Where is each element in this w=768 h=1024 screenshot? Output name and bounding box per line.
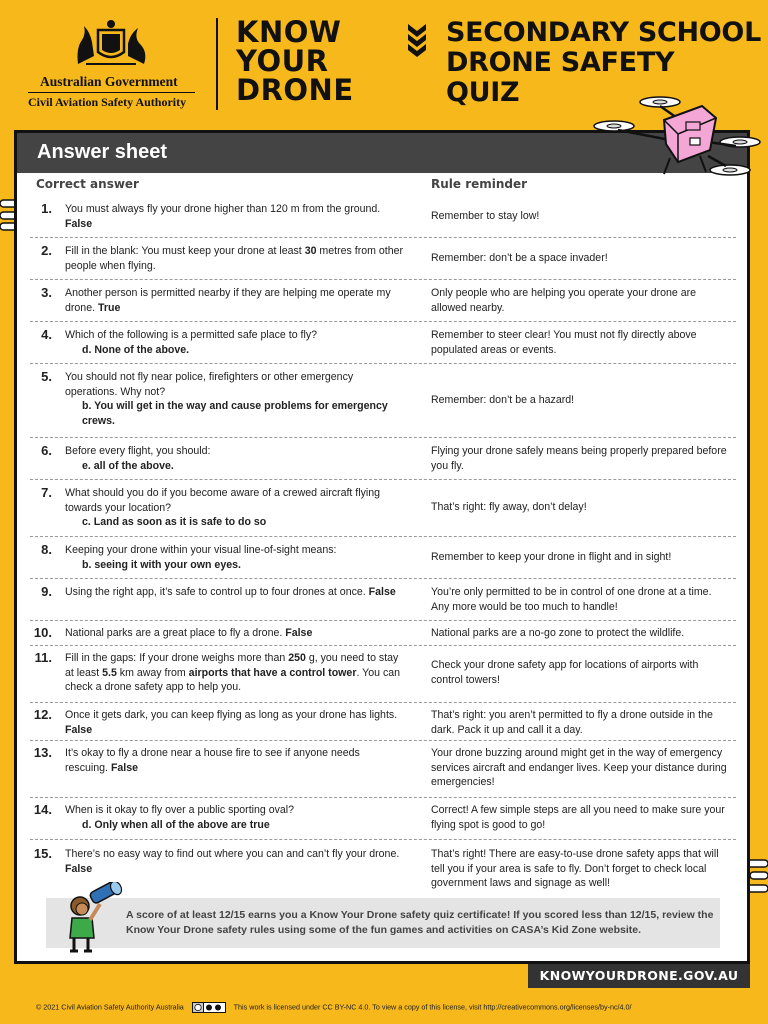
rule-reminder: Remember: don’t be a space invader!	[431, 252, 608, 264]
question-text	[65, 370, 405, 428]
question-segment: Another person is permitted nearby if they are helping me operate my drone.	[65, 287, 391, 314]
question-number: 10.	[33, 625, 52, 640]
question-segment: Fill in the blank: You must keep your drone at least	[65, 245, 305, 257]
rule-reminder: That’s right! There are easy-to-use drone safety apps that will tell you if your area is safe to fly. Don’t forget to check local government laws and signage as well!	[431, 848, 719, 889]
question-text	[65, 244, 405, 273]
table-row	[30, 646, 736, 703]
table-row	[30, 438, 736, 480]
table-row	[30, 280, 736, 322]
answer-highlight: 30	[304, 245, 317, 257]
quiz-title-line2: DRONE SAFETY	[446, 47, 675, 78]
rule-reminder: That’s right: fly away, don’t delay!	[431, 501, 587, 513]
table-row	[30, 798, 736, 840]
question-segment: When is it okay to fly over a public sporting oval?	[65, 804, 295, 816]
rule-reminder: Remember to stay low!	[431, 210, 540, 222]
question-segment: Fill in the gaps: If your drone weighs more than	[65, 652, 289, 664]
question-number: 9.	[41, 584, 52, 599]
question-segment: Keeping your drone within your visual line-of-sight means:	[65, 544, 337, 556]
answer-highlight: airports that have a control tower	[188, 666, 357, 679]
question-segment: Using the right app, it’s safe to control up to four drones at once.	[65, 586, 369, 598]
rule-reminder: Flying your drone safely means being properly prepared before you fly.	[431, 445, 727, 472]
kyd-line1: KNOW	[236, 15, 342, 49]
know-your-drone-logo	[236, 15, 354, 107]
rule-reminder: Check your drone safety app for locations of airports with control towers!	[431, 659, 699, 686]
question-text	[65, 803, 405, 832]
column-header-rule-reminder: Rule reminder	[431, 177, 528, 191]
rule-reminder: You’re only permitted to be in control of one drone at a time. Any more would be too much to handle!	[431, 586, 712, 613]
correct-option: d. Only when all of the above are true	[82, 818, 270, 831]
question-segment: What should you do if you become aware of a crewed aircraft flying towards your location?	[65, 487, 381, 514]
question-segment: National parks are a great place to fly a drone.	[65, 627, 286, 639]
question-number: 15.	[33, 846, 52, 861]
answer-list	[30, 196, 736, 898]
coat-of-arms-icon	[72, 18, 150, 68]
card-title: Answer sheet	[37, 141, 168, 163]
question-text	[65, 444, 405, 473]
kid-telescope-icon	[60, 882, 126, 954]
question-number: 11.	[34, 650, 52, 665]
question-segment: Once it gets dark, you can keep flying as long as your drone has lights.	[65, 709, 398, 721]
question-number: 2.	[41, 243, 52, 258]
correct-option: b. You will get in the way and cause problems for emergency crews.	[82, 400, 388, 427]
table-row	[30, 196, 736, 238]
rule-reminder: Remember to steer clear! You must not fly directly above populated areas or events.	[431, 329, 697, 356]
quiz-title-line3: QUIZ	[446, 77, 520, 108]
rule-reminder: Correct! A few simple steps are all you need to make sure your flying spot is good to go!	[431, 804, 725, 831]
question-text	[65, 328, 405, 357]
answer-highlight: False	[65, 723, 93, 736]
score-banner	[46, 898, 720, 948]
question-segment: You must always fly your drone higher than 120 m from the ground.	[65, 203, 381, 215]
chevron-down-icon	[406, 22, 428, 58]
table-row	[30, 364, 736, 438]
gov-line2: Civil Aviation Safety Authority	[28, 95, 187, 109]
answer-highlight: True	[97, 301, 121, 314]
table-row	[30, 322, 736, 364]
website-link[interactable]: KNOWYOURDRONE.GOV.AU	[528, 964, 750, 988]
rule-reminder: Only people who are helping you operate your drone are allowed nearby.	[431, 287, 697, 314]
answer-highlight: False	[368, 586, 396, 598]
question-text	[65, 651, 405, 695]
rule-reminder: That’s right: you aren’t permitted to fly a drone outside in the dark. Pack it up and call it a day.	[431, 709, 713, 736]
question-text	[65, 585, 405, 600]
answer-highlight: False	[110, 761, 139, 774]
question-segment: There’s no easy way to find out where you can and can’t fly your drone.	[65, 848, 400, 860]
answer-highlight: 5.5	[102, 666, 117, 679]
question-number: 1.	[41, 201, 52, 216]
copyright-text: © 2021 Civil Aviation Safety Authority Australia	[36, 1002, 184, 1012]
question-segment: metres from other people when flying.	[65, 245, 404, 272]
question-segment: . You can check a drone safety app to help you.	[65, 666, 401, 693]
table-row	[30, 621, 736, 646]
question-number: 14.	[33, 802, 52, 817]
answer-highlight: False	[285, 627, 313, 639]
banner-text: A score of at least 12/15 earns you a Know Your Drone safety quiz certificate! If you scored less than 12/15, review the Know Your Drone safety rules using some of the fun games and activities on CASA’s Kid Zone website.	[126, 909, 714, 936]
table-row	[30, 840, 736, 898]
kyd-line2: YOUR	[236, 44, 329, 78]
kyd-line3: DRONE	[236, 73, 354, 107]
question-number: 12.	[33, 707, 52, 722]
question-number: 3.	[41, 285, 52, 300]
question-text	[65, 847, 405, 876]
column-header-correct-answer: Correct answer	[36, 177, 139, 191]
answer-highlight: False	[65, 862, 93, 875]
question-number: 13.	[33, 745, 52, 760]
rule-reminder: National parks are a no-go zone to protect the wildlife.	[431, 627, 685, 639]
question-text	[65, 202, 405, 231]
gov-line1: Australian Government	[40, 74, 178, 89]
table-row	[30, 741, 736, 798]
question-segment: Before every flight, you should:	[65, 445, 211, 457]
rule-reminder: Remember: don’t be a hazard!	[431, 394, 575, 406]
correct-option: b. seeing it with your own eyes.	[82, 558, 241, 571]
question-segment: km away from	[116, 666, 189, 679]
correct-option: c. Land as soon as it is safe to do so	[82, 516, 267, 528]
question-text	[65, 626, 405, 641]
drone-icon	[590, 92, 768, 190]
question-number: 4.	[41, 327, 52, 342]
question-text	[65, 286, 405, 315]
answer-highlight: 250	[288, 652, 306, 664]
table-row	[30, 480, 736, 537]
question-text	[65, 543, 405, 572]
correct-option: d. None of the above.	[82, 343, 190, 356]
question-number: 6.	[41, 443, 52, 458]
divider	[216, 18, 218, 110]
question-text	[65, 708, 405, 737]
answer-highlight: False	[65, 217, 93, 230]
question-text	[65, 746, 405, 775]
question-segment: g, you need to stay at least	[65, 652, 399, 679]
quiz-title-line1: SECONDARY SCHOOL	[446, 17, 761, 48]
question-segment: Which of the following is a permitted safe place to fly?	[65, 329, 318, 341]
rule-reminder: Your drone buzzing around might get in the way of emergency services aircraft and endanger lives. Keep your distance during emergencies!	[431, 747, 727, 788]
question-segment: It’s okay to fly a drone near a house fire to see if anyone needs rescuing.	[65, 747, 360, 774]
divider	[28, 92, 195, 93]
cc-by-nc-icon	[192, 1002, 226, 1013]
footer	[36, 1002, 632, 1013]
question-segment: You should not fly near police, firefighters or other emergency operations. Why not?	[65, 371, 354, 398]
question-number: 7.	[41, 485, 52, 500]
table-row	[30, 579, 736, 621]
table-row	[30, 537, 736, 579]
table-row	[30, 238, 736, 280]
question-text	[65, 486, 405, 530]
table-row	[30, 703, 736, 741]
license-text: This work is licensed under CC BY-NC 4.0. To view a copy of this license, visit http://creativecommons.org/licenses/by-nc/4.0/	[233, 1002, 632, 1012]
correct-option: e. all of the above.	[82, 459, 174, 472]
question-number: 5.	[41, 369, 52, 384]
question-number: 8.	[41, 542, 52, 557]
rule-reminder: Remember to keep your drone in flight and in sight!	[431, 551, 672, 563]
